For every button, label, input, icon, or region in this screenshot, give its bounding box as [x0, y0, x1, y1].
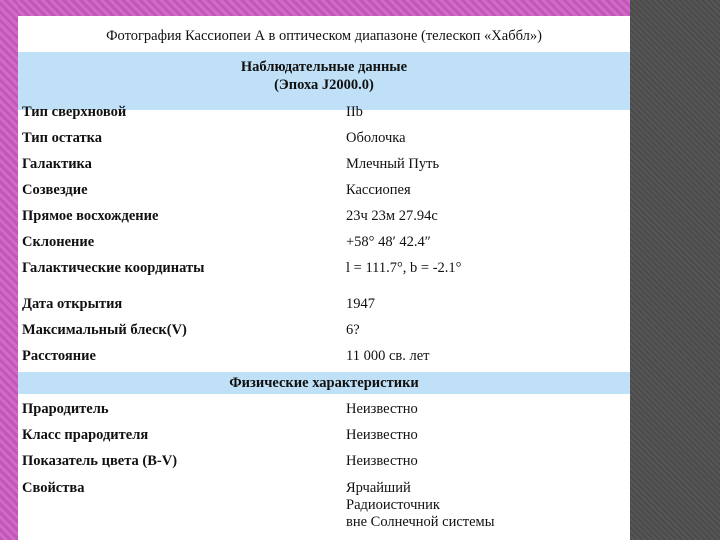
physical-header: Физические характеристики — [18, 372, 630, 394]
row-label: Расстояние — [22, 348, 96, 364]
row-value: 23ч 23м 27.94с — [346, 208, 438, 224]
row-label: Максимальный блеск(V) — [22, 322, 187, 338]
left-decorative-bar — [0, 0, 18, 540]
observational-title: Наблюдательные данные — [240, 59, 408, 75]
row-label: Созвездие — [22, 182, 88, 198]
row-value: +58° 48′ 42.4″ — [346, 234, 431, 250]
row-label: Галактические координаты — [22, 260, 205, 276]
row-label: Прародитель — [22, 401, 109, 417]
row-value: IIb — [346, 104, 363, 120]
row-value: Кассиопея — [346, 182, 411, 198]
row-label: Тип остатка — [22, 130, 103, 146]
row-value: Неизвестно — [346, 401, 418, 417]
info-table — [18, 16, 630, 540]
properties-line: Радиоисточник — [346, 497, 440, 513]
properties-line: Ярчайший — [346, 480, 411, 496]
image-caption: Фотография Кассиопеи А в оптическом диапазоне (телескоп «Хаббл») — [106, 28, 542, 44]
row-label: Тип сверхновой — [22, 104, 127, 120]
row-value: 1947 — [346, 296, 375, 312]
top-decorative-strip — [18, 0, 630, 16]
row-value: l = 111.7°, b = -2.1° — [346, 260, 462, 276]
row-label: Дата открытия — [22, 296, 123, 312]
row-label: Прямое восхождение — [22, 208, 159, 224]
row-label: Класс прародителя — [22, 427, 149, 443]
row-value: Оболочка — [346, 130, 406, 146]
row-label: Галактика — [22, 156, 92, 172]
observational-header — [18, 52, 630, 110]
properties-line: вне Солнечной системы — [346, 514, 495, 530]
row-value: Неизвестно — [346, 427, 418, 443]
row-label: Показатель цвета (B-V) — [22, 453, 178, 469]
row-value: Неизвестно — [346, 453, 418, 469]
row-value: Млечный Путь — [346, 156, 440, 172]
observational-epoch: (Эпоха J2000.0) — [274, 77, 374, 93]
right-decorative-panel — [630, 0, 720, 540]
row-value: 6? — [346, 322, 360, 338]
row-value: 11 000 св. лет — [346, 348, 430, 364]
row-label: Склонение — [22, 234, 95, 250]
row-label: Свойства — [22, 480, 85, 496]
row-value-multiline — [346, 480, 494, 531]
